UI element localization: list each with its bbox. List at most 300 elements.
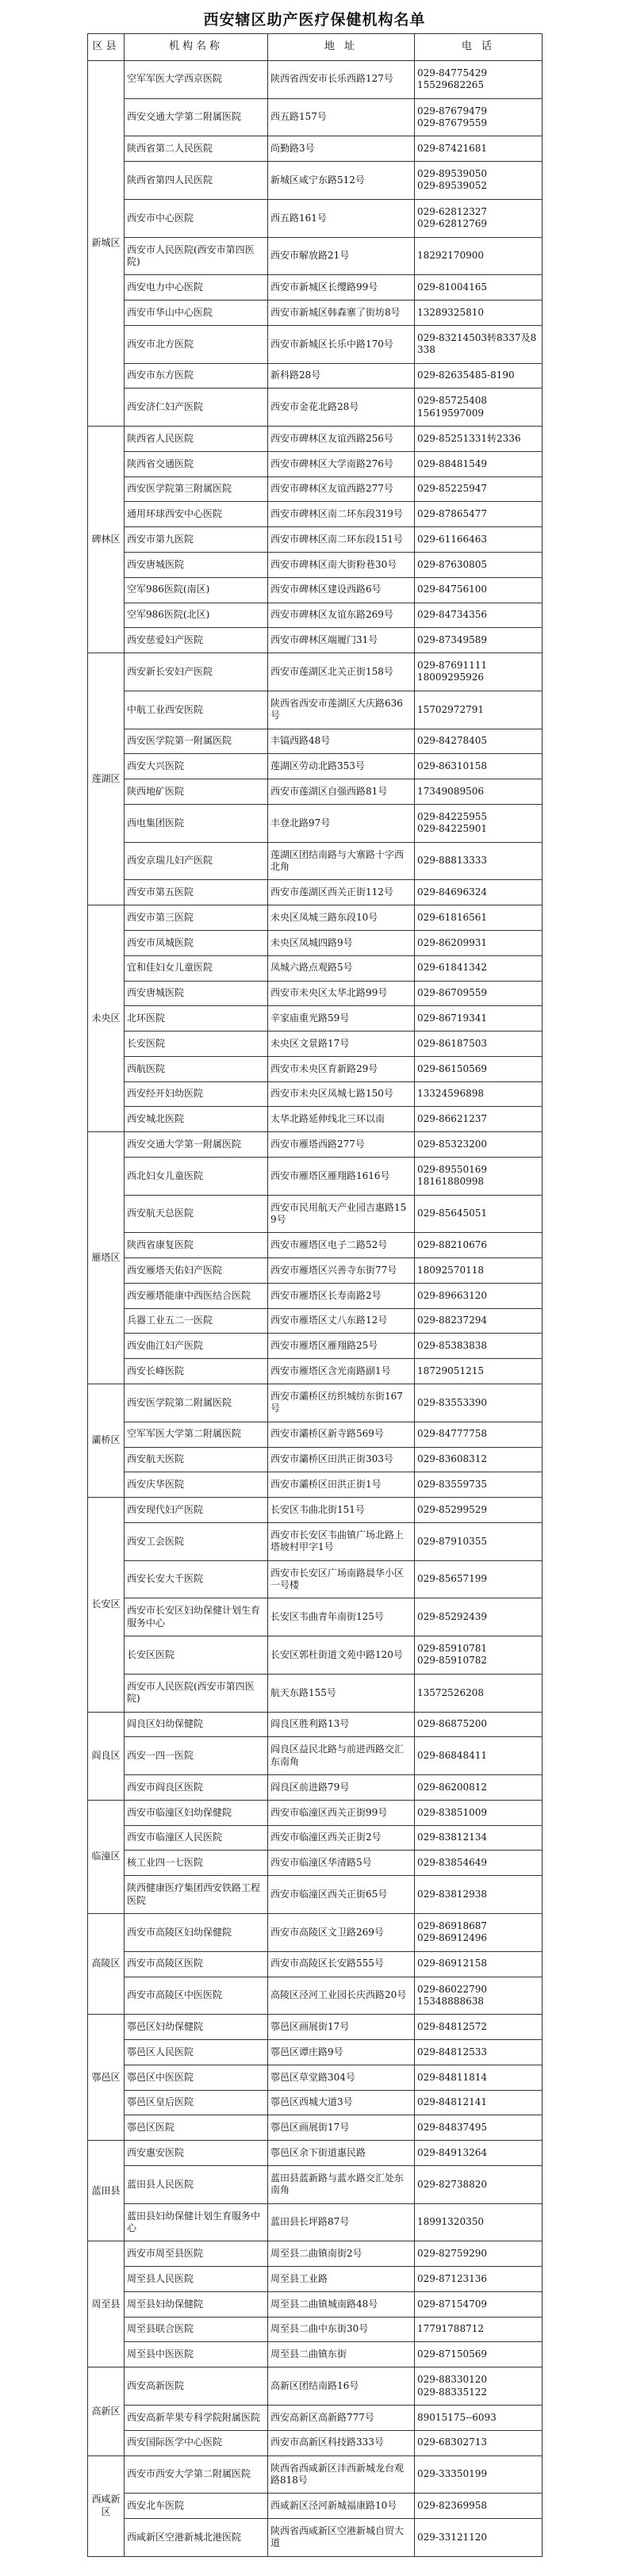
address: 西安市碑林区建设西路6号 <box>268 577 415 603</box>
phone: 18292170900 <box>415 237 543 275</box>
table-row <box>88 691 543 729</box>
institution-name: 西安济仁妇产医院 <box>125 389 268 427</box>
address: 尚勤路3号 <box>268 136 415 162</box>
institution-name: 西安市第五医院 <box>125 880 268 905</box>
table-row <box>88 2015 543 2040</box>
hospital-table <box>87 33 543 2557</box>
institution-name: 西安大兴医院 <box>125 754 268 779</box>
table-row <box>88 451 543 477</box>
table-row <box>88 729 543 754</box>
address: 西安市临潼区西关正街65号 <box>268 1876 415 1914</box>
address: 西安高新区高新路777号 <box>268 2406 415 2431</box>
institution-name: 鄠邑区人民医院 <box>125 2040 268 2065</box>
phone: 029-84812572 <box>415 2015 543 2040</box>
address: 西五路161号 <box>268 199 415 237</box>
institution-name: 西安交通大学第一附属医院 <box>125 1132 268 1158</box>
address: 陕西省西咸新区沣西新城龙台观路818号 <box>268 2455 415 2494</box>
table-row <box>88 162 543 200</box>
address: 西安市雁塔区雁翔路25号 <box>268 1334 415 1359</box>
address: 西安市碑林区南二环东段151号 <box>268 527 415 553</box>
institution-name: 北环医院 <box>125 1006 268 1032</box>
institution-name: 空军军医大学第二附属医院 <box>125 1422 268 1447</box>
institution-name: 通用环球西安中心医院 <box>125 502 268 527</box>
table-row <box>88 502 543 527</box>
institution-name: 周至县妇幼保健院 <box>125 2291 268 2317</box>
institution-name: 西安市西安大学第二附属医院 <box>125 2455 268 2494</box>
address: 西安市碑林区端履门31号 <box>268 628 415 653</box>
district-cell: 长安区 <box>88 1498 125 1713</box>
institution-name: 西安市高陵区医院 <box>125 1951 268 1977</box>
phone: 13289325810 <box>415 300 543 326</box>
table-row <box>88 1737 543 1775</box>
address: 西安市雁塔西路277号 <box>268 1132 415 1158</box>
table-row <box>88 1914 543 1952</box>
district-cell: 蓝田县 <box>88 2141 125 2241</box>
institution-name: 西安高新苹果专科学院附属医院 <box>125 2406 268 2431</box>
table-row <box>88 1006 543 1032</box>
table-row <box>88 2115 543 2141</box>
phone: 029-89539050 029-89539052 <box>415 162 543 200</box>
phone: 029-85383838 <box>415 1334 543 1359</box>
table-row <box>88 2040 543 2065</box>
institution-name: 西安曲江妇产医院 <box>125 1334 268 1359</box>
phone: 029-89550169 18161880998 <box>415 1157 543 1195</box>
phone: 029-84812533 <box>415 2040 543 2065</box>
phone: 13324596898 <box>415 1081 543 1107</box>
institution-name: 核工业四一七医院 <box>125 1851 268 1876</box>
header-address: 地 址 <box>268 34 415 61</box>
table-row <box>88 2430 543 2455</box>
institution-name: 西安航天医院 <box>125 1447 268 1472</box>
table-row <box>88 653 543 691</box>
address: 西咸新区泾河新城福康路10号 <box>268 2494 415 2519</box>
address: 西五路157号 <box>268 98 415 136</box>
institution-name: 西安慈爱妇产医院 <box>125 628 268 653</box>
phone: 029-83812938 <box>415 1876 543 1914</box>
address: 西安市雁塔区兴善寺东街77号 <box>268 1258 415 1284</box>
address: 西安市灞桥区田洪正街1号 <box>268 1472 415 1498</box>
table-row <box>88 1800 543 1825</box>
institution-name: 宜和佳妇女儿童医院 <box>125 955 268 981</box>
institution-name: 西安工会医院 <box>125 1522 268 1560</box>
district-cell: 碑林区 <box>88 427 125 653</box>
table-header-row <box>88 34 543 61</box>
phone: 029-87691111 18009295926 <box>415 653 543 691</box>
table-row <box>88 427 543 452</box>
institution-name: 空军军医大学西京医院 <box>125 60 268 98</box>
address: 西安市雁塔区丈八东路12号 <box>268 1308 415 1334</box>
table-row <box>88 804 543 842</box>
address: 高陵区泾河工业园长庆西路20号 <box>268 1977 415 2015</box>
phone: 029-82635485-8190 <box>415 363 543 389</box>
phone: 18991320350 <box>415 2203 543 2241</box>
institution-name: 西安市东方医院 <box>125 363 268 389</box>
table-row <box>88 2342 543 2367</box>
phone: 029-83851009 <box>415 1800 543 1825</box>
institution-name: 长安区医院 <box>125 1636 268 1675</box>
institution-name: 周至县联合医院 <box>125 2317 268 2342</box>
district-cell: 未央区 <box>88 905 125 1132</box>
institution-name: 陕西健康医疗集团西安铁路工程医院 <box>125 1876 268 1914</box>
table-row <box>88 477 543 502</box>
table-row <box>88 2317 543 2342</box>
header-phone: 电 话 <box>415 34 543 61</box>
address: 新城区咸宁东路512号 <box>268 162 415 200</box>
phone: 029-84756100 <box>415 577 543 603</box>
address: 西安市解放路21号 <box>268 237 415 275</box>
district-cell: 高新区 <box>88 2367 125 2455</box>
address: 鄠邑区余下街道惠民路 <box>268 2141 415 2166</box>
institution-name: 西安电力中心医院 <box>125 275 268 300</box>
institution-name: 蓝田县妇幼保健计划生育服务中心 <box>125 2203 268 2241</box>
address: 西安市未央区太华北路99号 <box>268 981 415 1006</box>
phone: 029-89663120 <box>415 1283 543 1308</box>
table-row <box>88 1359 543 1384</box>
table-row <box>88 1334 543 1359</box>
address: 凤城六路点观路5号 <box>268 955 415 981</box>
institution-name: 西安现代妇产医院 <box>125 1498 268 1523</box>
address: 西安市临潼区华清路5号 <box>268 1851 415 1876</box>
address: 西安市灞桥区纺织城纺东街167号 <box>268 1384 415 1422</box>
phone: 029-83214503转8337及8338 <box>415 325 543 363</box>
table-row <box>88 1107 543 1132</box>
table-row <box>88 1977 543 2015</box>
address: 周至县工业路 <box>268 2267 415 2292</box>
table-row <box>88 199 543 237</box>
institution-name: 西安交通大学第二附属医院 <box>125 98 268 136</box>
phone: 029-85645051 <box>415 1195 543 1233</box>
table-row <box>88 2203 543 2241</box>
table-row <box>88 527 543 553</box>
address: 周至县二曲中东街30号 <box>268 2317 415 2342</box>
institution-name: 西安一四一医院 <box>125 1737 268 1775</box>
table-row <box>88 1636 543 1675</box>
table-row <box>88 1233 543 1258</box>
institution-name: 陕西地矿医院 <box>125 779 268 805</box>
institution-name: 鄠邑区医院 <box>125 2115 268 2141</box>
phone: 029-87150569 <box>415 2342 543 2367</box>
phone: 029-86848411 <box>415 1737 543 1775</box>
table-row <box>88 1825 543 1851</box>
table-row <box>88 1560 543 1598</box>
phone: 029-88237294 <box>415 1308 543 1334</box>
address: 西安市灞桥区田洪正街303号 <box>268 1447 415 1472</box>
phone: 029-61166463 <box>415 527 543 553</box>
table-row <box>88 779 543 805</box>
address: 西安市碑林区友谊东路269号 <box>268 603 415 628</box>
header-district: 区县 <box>88 34 125 61</box>
institution-name: 西安医学院第二附属医院 <box>125 1384 268 1422</box>
institution-name: 西安唐城医院 <box>125 981 268 1006</box>
phone: 029-86912158 <box>415 1951 543 1977</box>
institution-name: 西安高新医院 <box>125 2367 268 2406</box>
table-row <box>88 2267 543 2292</box>
address: 周至县二曲镇南街2号 <box>268 2241 415 2267</box>
table-row <box>88 275 543 300</box>
address: 长安区韦曲青年南街125号 <box>268 1598 415 1636</box>
institution-name: 西安市高陵区中医医院 <box>125 1977 268 2015</box>
phone: 15702972791 <box>415 691 543 729</box>
institution-name: 陕西省康复医院 <box>125 1233 268 1258</box>
table-row <box>88 1472 543 1498</box>
address: 鄠邑区画展街17号 <box>268 2015 415 2040</box>
table-row <box>88 2241 543 2267</box>
table-row <box>88 1157 543 1195</box>
phone: 029-61816561 <box>415 905 543 931</box>
table-row <box>88 2367 543 2406</box>
table-row <box>88 577 543 603</box>
phone: 029-85292439 <box>415 1598 543 1636</box>
address: 丰镐西路48号 <box>268 729 415 754</box>
address: 鄠邑区草堂路304号 <box>268 2065 415 2090</box>
address: 丰登北路97号 <box>268 804 415 842</box>
institution-name: 鄠邑区皇后医院 <box>125 2090 268 2115</box>
address: 西安市新城区长乐中路170号 <box>268 325 415 363</box>
phone: 029-82738820 <box>415 2165 543 2203</box>
phone: 13572526208 <box>415 1674 543 1712</box>
document-title: 西安辖区助产医疗保健机构名单 <box>203 11 426 29</box>
address: 蓝田县长坪路87号 <box>268 2203 415 2241</box>
table-row <box>88 1132 543 1158</box>
phone: 029-84777758 <box>415 1422 543 1447</box>
institution-name: 陕西省第二人民医院 <box>125 136 268 162</box>
phone: 029-33350199 <box>415 2455 543 2494</box>
phone: 029-84913264 <box>415 2141 543 2166</box>
phone: 029-87154709 <box>415 2291 543 2317</box>
table-row <box>88 300 543 326</box>
institution-name: 西安市人民医院(西安市第四医院) <box>125 237 268 275</box>
institution-name: 鄠邑区中医医院 <box>125 2065 268 2090</box>
phone: 029-88813333 <box>415 842 543 880</box>
institution-name: 周至县人民医院 <box>125 2267 268 2292</box>
institution-name: 西安庆华医院 <box>125 1472 268 1498</box>
phone: 89015175--6093 <box>415 2406 543 2431</box>
table-row <box>88 1712 543 1737</box>
phone: 029-87421681 <box>415 136 543 162</box>
address: 辛家庙重光路59号 <box>268 1006 415 1032</box>
institution-name: 西安医学院第三附属医院 <box>125 477 268 502</box>
phone: 029-87123136 <box>415 2267 543 2292</box>
phone: 029-83608312 <box>415 1447 543 1472</box>
phone: 029-87630805 <box>415 553 543 578</box>
institution-name: 西安唐城医院 <box>125 553 268 578</box>
address: 未央区凤城四路9号 <box>268 930 415 955</box>
phone: 029-33121120 <box>415 2519 543 2557</box>
institution-name: 西安市人民医院(西安市第四医院) <box>125 1674 268 1712</box>
address: 陕西省西咸新区空港新城自贸大道 <box>268 2519 415 2557</box>
institution-name: 蓝田县人民医院 <box>125 2165 268 2203</box>
table-row <box>88 2090 543 2115</box>
institution-name: 陕西省人民医院 <box>125 427 268 452</box>
address: 西安市新城区长缨路99号 <box>268 275 415 300</box>
table-row <box>88 880 543 905</box>
table-row <box>88 98 543 136</box>
phone: 029-86918687 029-86912496 <box>415 1914 543 1952</box>
district-cell: 西咸新区 <box>88 2455 125 2556</box>
table-row <box>88 603 543 628</box>
table-row <box>88 136 543 162</box>
phone: 029-86875200 <box>415 1712 543 1737</box>
address: 西安市临潼区西关正街99号 <box>268 1800 415 1825</box>
phone: 029-88330120 029-88335122 <box>415 2367 543 2406</box>
institution-name: 西安市中心医院 <box>125 199 268 237</box>
institution-name: 西安雁塔能康中西医结合医院 <box>125 1283 268 1308</box>
phone: 029-85910781 029-85910782 <box>415 1636 543 1675</box>
phone: 029-86209931 <box>415 930 543 955</box>
address: 鄠邑区谭庄路9号 <box>268 2040 415 2065</box>
table-row <box>88 2519 543 2557</box>
table-row <box>88 363 543 389</box>
phone: 029-85323200 <box>415 1132 543 1158</box>
address: 太华北路延伸线北三环以南 <box>268 1107 415 1132</box>
address: 西安市莲湖区自强西路81号 <box>268 779 415 805</box>
district-cell: 高陵区 <box>88 1914 125 2015</box>
table-row <box>88 1308 543 1334</box>
table-row <box>88 930 543 955</box>
institution-name: 西安市北方医院 <box>125 325 268 363</box>
phone: 17349089506 <box>415 779 543 805</box>
address: 西安市高陵区文卫路269号 <box>268 1914 415 1952</box>
address: 西安市未央区育新路29号 <box>268 1056 415 1081</box>
address: 莲湖区团结南路与大寨路十字西北角 <box>268 842 415 880</box>
address: 鄠邑区画展街17号 <box>268 2115 415 2141</box>
institution-name: 周至县中医医院 <box>125 2342 268 2367</box>
table-row <box>88 1056 543 1081</box>
institution-name: 西北妇女儿童医院 <box>125 1157 268 1195</box>
phone: 029-61841342 <box>415 955 543 981</box>
address: 西安市雁塔区含光南路副1号 <box>268 1359 415 1384</box>
institution-name: 西安长峰医院 <box>125 1359 268 1384</box>
phone: 029-84278405 <box>415 729 543 754</box>
phone: 029-87679479 029-87679559 <box>415 98 543 136</box>
address: 未央区文景路17号 <box>268 1032 415 1057</box>
address: 周至县二曲镇东街 <box>268 2342 415 2367</box>
phone: 029-88481549 <box>415 451 543 477</box>
phone: 029-84225955 029-84225901 <box>415 804 543 842</box>
institution-name: 西安市周至县医院 <box>125 2241 268 2267</box>
phone: 18092570118 <box>415 1258 543 1284</box>
institution-name: 长安医院 <box>125 1032 268 1057</box>
table-row <box>88 2065 543 2090</box>
address: 西安市碑林区大学南路276号 <box>268 451 415 477</box>
address: 长安区韦曲北街151号 <box>268 1498 415 1523</box>
table-row <box>88 2494 543 2519</box>
address: 蓝田县蓝新路与蓝水路交汇处东南角 <box>268 2165 415 2203</box>
phone: 029-84837495 <box>415 2115 543 2141</box>
institution-name: 西安航天总医院 <box>125 1195 268 1233</box>
address: 西安市雁塔区长寿南路2号 <box>268 1283 415 1308</box>
institution-name: 中航工业西安医院 <box>125 691 268 729</box>
phone: 029-85251331转2336 <box>415 427 543 452</box>
phone: 029-84734356 <box>415 603 543 628</box>
district-cell: 周至县 <box>88 2241 125 2367</box>
address: 西安市长安区广场南路晨华小区一号楼 <box>268 1560 415 1598</box>
institution-name: 西安市长安区妇幼保健计划生育服务中心 <box>125 1598 268 1636</box>
address: 陕西省西安市莲湖区大庆路636号 <box>268 691 415 729</box>
address: 周至县二曲镇城南路48号 <box>268 2291 415 2317</box>
table-row <box>88 1384 543 1422</box>
table-row <box>88 905 543 931</box>
institution-name: 西安经开妇幼医院 <box>125 1081 268 1107</box>
table-row <box>88 1498 543 1523</box>
phone: 029-84812141 <box>415 2090 543 2115</box>
phone: 029-85725408 15619597009 <box>415 389 543 427</box>
table-row <box>88 955 543 981</box>
institution-name: 兵器工业五二一医院 <box>125 1308 268 1334</box>
institution-name: 西安市华山中心医院 <box>125 300 268 326</box>
institution-name: 西安市临潼区妇幼保健院 <box>125 1800 268 1825</box>
phone: 029-83553390 <box>415 1384 543 1422</box>
table-row <box>88 1522 543 1560</box>
address: 西安市灞桥区新寺路569号 <box>268 1422 415 1447</box>
institution-name: 鄠邑区妇幼保健院 <box>125 2015 268 2040</box>
table-row <box>88 1876 543 1914</box>
district-cell: 新城区 <box>88 60 125 426</box>
table-row <box>88 1775 543 1801</box>
address: 西安市碑林区南大街粉巷30号 <box>268 553 415 578</box>
table-row <box>88 1081 543 1107</box>
phone: 029-82759290 <box>415 2241 543 2267</box>
phone: 029-83854649 <box>415 1851 543 1876</box>
table-row <box>88 2291 543 2317</box>
address: 阎良区益民北路与前进西路交汇东南角 <box>268 1737 415 1775</box>
institution-name: 西安雁塔天佑妇产医院 <box>125 1258 268 1284</box>
institution-name: 空军986医院(北区) <box>125 603 268 628</box>
institution-name: 西电集团医院 <box>125 804 268 842</box>
table-row <box>88 2165 543 2203</box>
institution-name: 陕西省交通医院 <box>125 451 268 477</box>
institution-name: 西安市阎良区医院 <box>125 1775 268 1801</box>
address: 西安市临潼区西关正街2号 <box>268 1825 415 1851</box>
institution-name: 西安北车医院 <box>125 2494 268 2519</box>
institution-name: 西安市临潼区人民医院 <box>125 1825 268 1851</box>
phone: 029-62812327 029-62812769 <box>415 199 543 237</box>
institution-name: 西安城北医院 <box>125 1107 268 1132</box>
phone: 029-84811814 <box>415 2065 543 2090</box>
institution-name: 空军986医院(南区) <box>125 577 268 603</box>
institution-name: 西安惠安医院 <box>125 2141 268 2166</box>
institution-name: 西安长安大千医院 <box>125 1560 268 1598</box>
address: 西安市未央区凤城七路150号 <box>268 1081 415 1107</box>
phone: 029-82369958 <box>415 2494 543 2519</box>
table-row <box>88 2406 543 2431</box>
address: 鄠邑区西城大道3号 <box>268 2090 415 2115</box>
address: 航天东路155号 <box>268 1674 415 1712</box>
district-cell: 阎良区 <box>88 1712 125 1800</box>
district-cell: 雁塔区 <box>88 1132 125 1384</box>
address: 阎良区前进路79号 <box>268 1775 415 1801</box>
address: 西安市高新区科技路333号 <box>268 2430 415 2455</box>
table-row <box>88 1032 543 1057</box>
institution-name: 西安市高陵区妇幼保健院 <box>125 1914 268 1952</box>
institution-name: 阎良区妇幼保健院 <box>125 1712 268 1737</box>
phone: 029-88210676 <box>415 1233 543 1258</box>
institution-name: 西咸新区空港新城北港医院 <box>125 2519 268 2557</box>
table-row <box>88 1422 543 1447</box>
table-row <box>88 325 543 363</box>
table-row <box>88 1447 543 1472</box>
phone: 029-85225947 <box>415 477 543 502</box>
table-row <box>88 2141 543 2166</box>
phone: 029-84696324 <box>415 880 543 905</box>
institution-name: 西安医学院第一附属医院 <box>125 729 268 754</box>
phone: 029-68302713 <box>415 2430 543 2455</box>
district-cell: 临潼区 <box>88 1800 125 1913</box>
address: 西安市碑林区南二环东段319号 <box>268 502 415 527</box>
phone: 029-83559735 <box>415 1472 543 1498</box>
table-row <box>88 1283 543 1308</box>
address: 莲湖区劳动北路353号 <box>268 754 415 779</box>
